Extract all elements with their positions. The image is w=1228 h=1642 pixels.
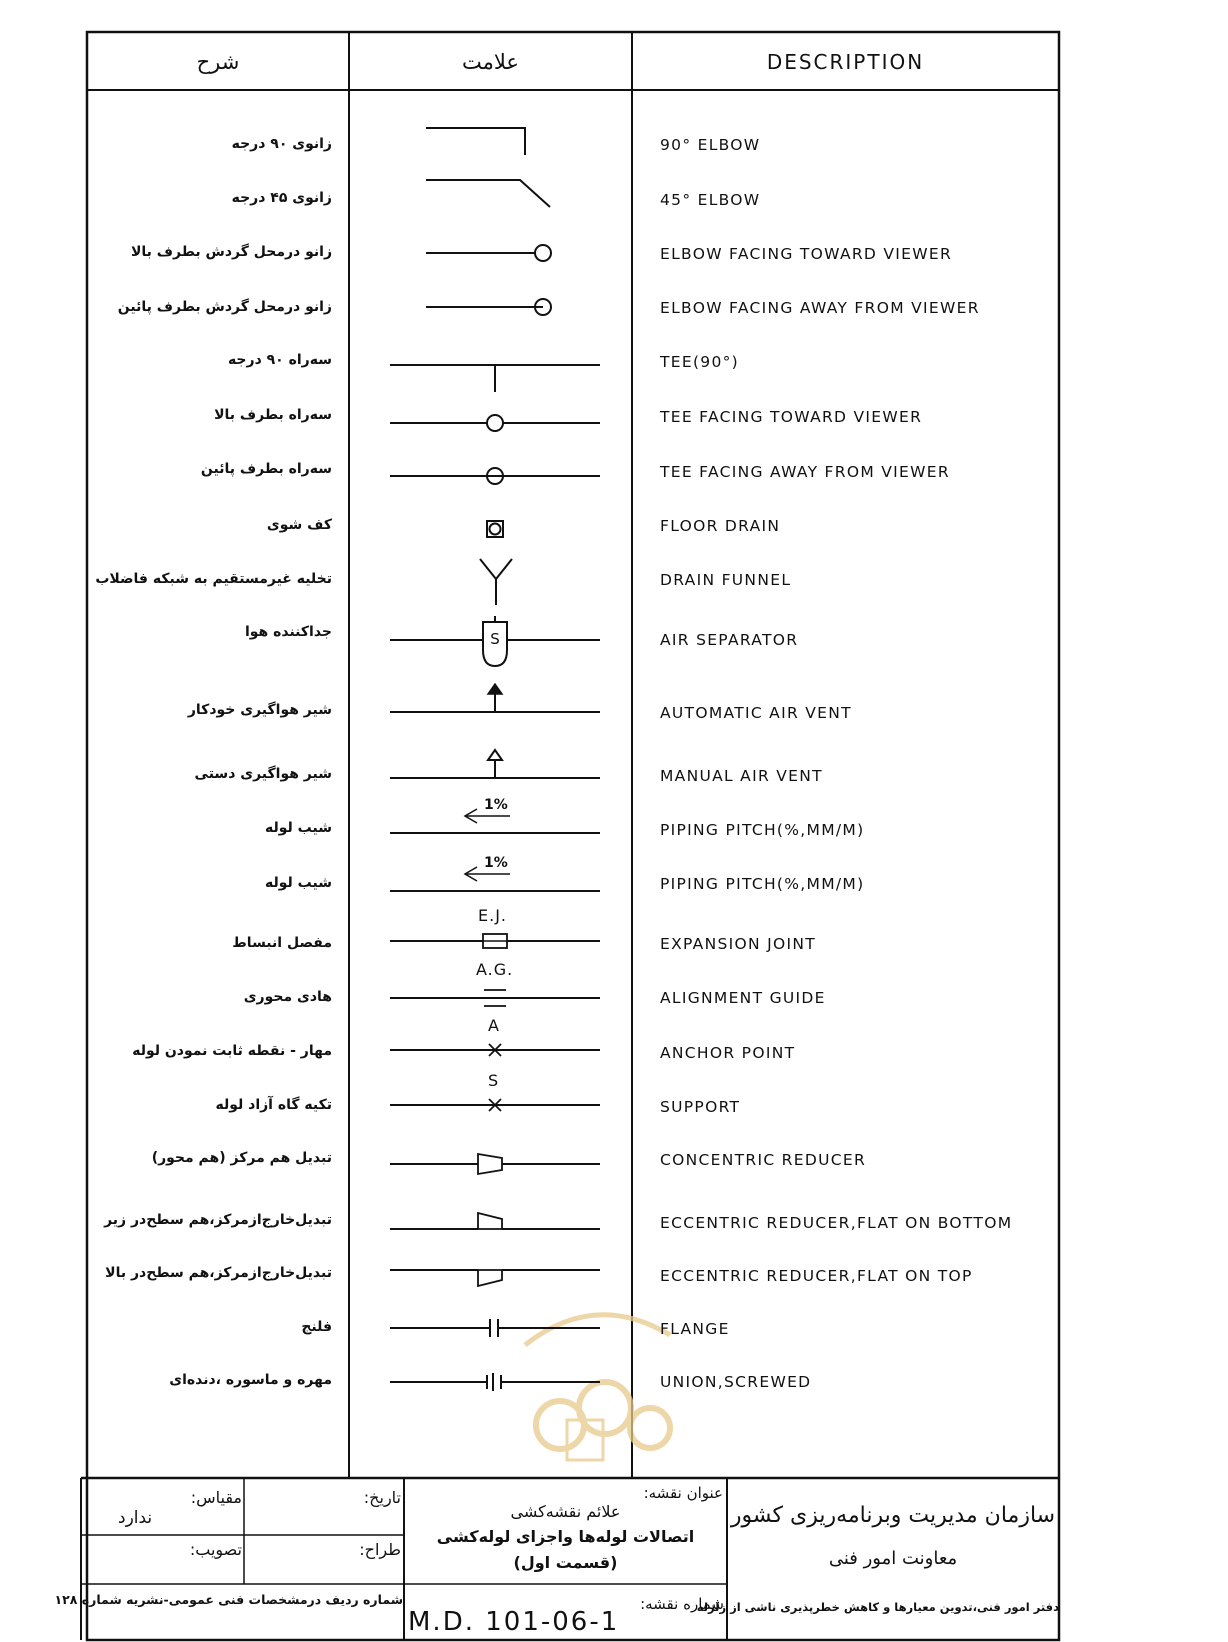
row-13-fa: شیب لوله (265, 820, 332, 836)
row-23-fa: مهره و ماسوره ،دنده‌ای (169, 1372, 332, 1388)
row-4-en: ELBOW FACING AWAY FROM VIEWER (660, 299, 980, 317)
concentric-reducer-icon (385, 1146, 605, 1182)
row-1-fa: زانوی ۹۰ درجه (231, 136, 332, 152)
elbow-45-icon (420, 172, 560, 217)
elbow-90-icon (420, 118, 540, 163)
floor-drain-icon (484, 518, 508, 542)
row-21-en: ECCENTRIC REDUCER,FLAT ON TOP (660, 1267, 973, 1285)
header-persian-description: شرح (196, 50, 240, 74)
drawing-number: M.D. 101-06-1 (408, 1607, 620, 1637)
row-19-fa: تبدیل هم مرکز (هم محور) (151, 1150, 332, 1166)
row-15-fa: مفصل انبساط (232, 935, 332, 951)
row-13-en: PIPING PITCH(%,MM/M) (660, 821, 865, 839)
row-20-en: ECCENTRIC REDUCER,FLAT ON BOTTOM (660, 1214, 1013, 1232)
row-19-en: CONCENTRIC REDUCER (660, 1151, 867, 1169)
row-15-en: EXPANSION JOINT (660, 935, 817, 953)
row-22-fa: فلنج (301, 1319, 332, 1335)
manual-air-vent-icon (385, 745, 605, 787)
row-21-fa: تبدیل‌خارج‌ازمرکز،هم سطح‌در بالا (105, 1265, 332, 1281)
union-screwed-icon (385, 1367, 605, 1397)
row-11-fa: شیر هواگیری خودکار (187, 702, 332, 718)
spec-reference: شماره ردیف درمشخصات فنی عمومی-نشریه شماره ۱۲۸ (54, 1592, 403, 1607)
row-12-fa: شیر هواگیری دستی (194, 766, 332, 782)
elbow-away-viewer-icon (420, 292, 570, 322)
row-16-fa: هادی محوری (243, 989, 332, 1005)
row-20-fa: تبدیل‌خارج‌ازمرکز،هم سطح‌در زیر (104, 1212, 332, 1228)
flange-icon (385, 1313, 605, 1343)
row-14-fa: شیب لوله (265, 875, 332, 891)
tee-toward-viewer-icon (385, 405, 605, 441)
organization-office: دفتر امور فنی،تدوین معیارها و کاهش خطرپذیری ناشی از زلزله (696, 1600, 1059, 1614)
alignment-guide-label: A.G. (476, 960, 514, 979)
row-3-en: ELBOW FACING TOWARD VIEWER (660, 245, 953, 263)
automatic-air-vent-icon (385, 680, 605, 720)
row-23-en: UNION,SCREWED (660, 1373, 812, 1391)
tee-90-icon (385, 350, 605, 400)
row-9-en: DRAIN FUNNEL (660, 571, 792, 589)
row-2-en: 45° ELBOW (660, 191, 761, 209)
row-4-fa: زانو درمحل گردش بطرف پائین (117, 299, 332, 315)
air-separator-label: S (490, 630, 500, 648)
piping-pitch-label: 1% (484, 797, 508, 813)
scale-label: مقیاس: (190, 1488, 242, 1507)
header-symbol: علامت (462, 50, 519, 74)
drawing-title-label: عنوان نقشه: (643, 1484, 723, 1502)
support-label: S (488, 1071, 499, 1090)
row-18-en: SUPPORT (660, 1098, 741, 1116)
approval-label: تصویب: (189, 1540, 242, 1559)
anchor-point-label: A (488, 1016, 499, 1035)
row-6-fa: سه‌راه بطرف بالا (214, 407, 332, 423)
row-11-en: AUTOMATIC AIR VENT (660, 704, 852, 722)
organization-name: سازمان مدیریت وبرنامه‌ریزی کشور (730, 1503, 1056, 1528)
row-6-en: TEE FACING TOWARD VIEWER (660, 408, 923, 426)
elbow-toward-viewer-icon (420, 238, 570, 268)
tee-away-viewer-icon (385, 458, 605, 494)
row-12-en: MANUAL AIR VENT (660, 767, 823, 785)
row-16-en: ALIGNMENT GUIDE (660, 989, 826, 1007)
row-7-fa: سه‌راه بطرف پائین (200, 461, 332, 477)
row-5-fa: سه‌راه ۹۰ درجه (227, 352, 332, 368)
row-9-fa: تخلیه غیرمستقیم به شبکه فاضلاب (95, 571, 332, 587)
scale-value: ندارد (118, 1508, 153, 1528)
header-english-description: DESCRIPTION (766, 50, 925, 74)
expansion-joint-label: E.J. (478, 906, 507, 925)
row-1-en: 90° ELBOW (660, 136, 761, 154)
drawing-title-line3: (قسمت اول) (513, 1553, 618, 1572)
designer-label: طراح: (359, 1540, 401, 1559)
alignment-guide-icon (385, 980, 605, 1010)
row-2-fa: زانوی ۴۵ درجه (231, 190, 332, 206)
drain-funnel-icon (476, 555, 516, 607)
row-17-en: ANCHOR POINT (660, 1044, 796, 1062)
drawing-title-line1: علائم نقشه‌کشی (510, 1502, 621, 1521)
row-10-en: AIR SEPARATOR (660, 631, 799, 649)
row-14-en: PIPING PITCH(%,MM/M) (660, 875, 865, 893)
support-icon (385, 1090, 605, 1120)
row-18-fa: تکیه گاه آزاد لوله (215, 1097, 332, 1113)
date-label: تاریخ: (363, 1488, 401, 1507)
row-17-fa: مهار - نقطه ثابت نمودن لوله (132, 1043, 332, 1059)
anchor-point-icon (385, 1035, 605, 1065)
organization-deputy: معاونت امور فنی (828, 1548, 958, 1569)
drawing-title-line2: اتصالات لوله‌ها واجزای لوله‌کشی (436, 1527, 695, 1546)
row-5-en: TEE(90°) (660, 353, 740, 371)
row-7-en: TEE FACING AWAY FROM VIEWER (660, 463, 950, 481)
row-10-fa: جداکننده هوا (244, 624, 332, 640)
expansion-joint-icon (385, 926, 605, 956)
row-3-fa: زانو درمحل گردش بطرف بالا (130, 244, 332, 260)
row-8-en: FLOOR DRAIN (660, 517, 781, 535)
eccentric-reducer-bottom-icon (385, 1205, 605, 1241)
row-8-fa: کف شوی (266, 517, 332, 533)
row-22-en: FLANGE (660, 1320, 730, 1338)
eccentric-reducer-top-icon (385, 1258, 605, 1294)
drawing-number-label: شماره نقشه: (640, 1595, 724, 1613)
piping-pitch-label: 1% (484, 855, 508, 871)
